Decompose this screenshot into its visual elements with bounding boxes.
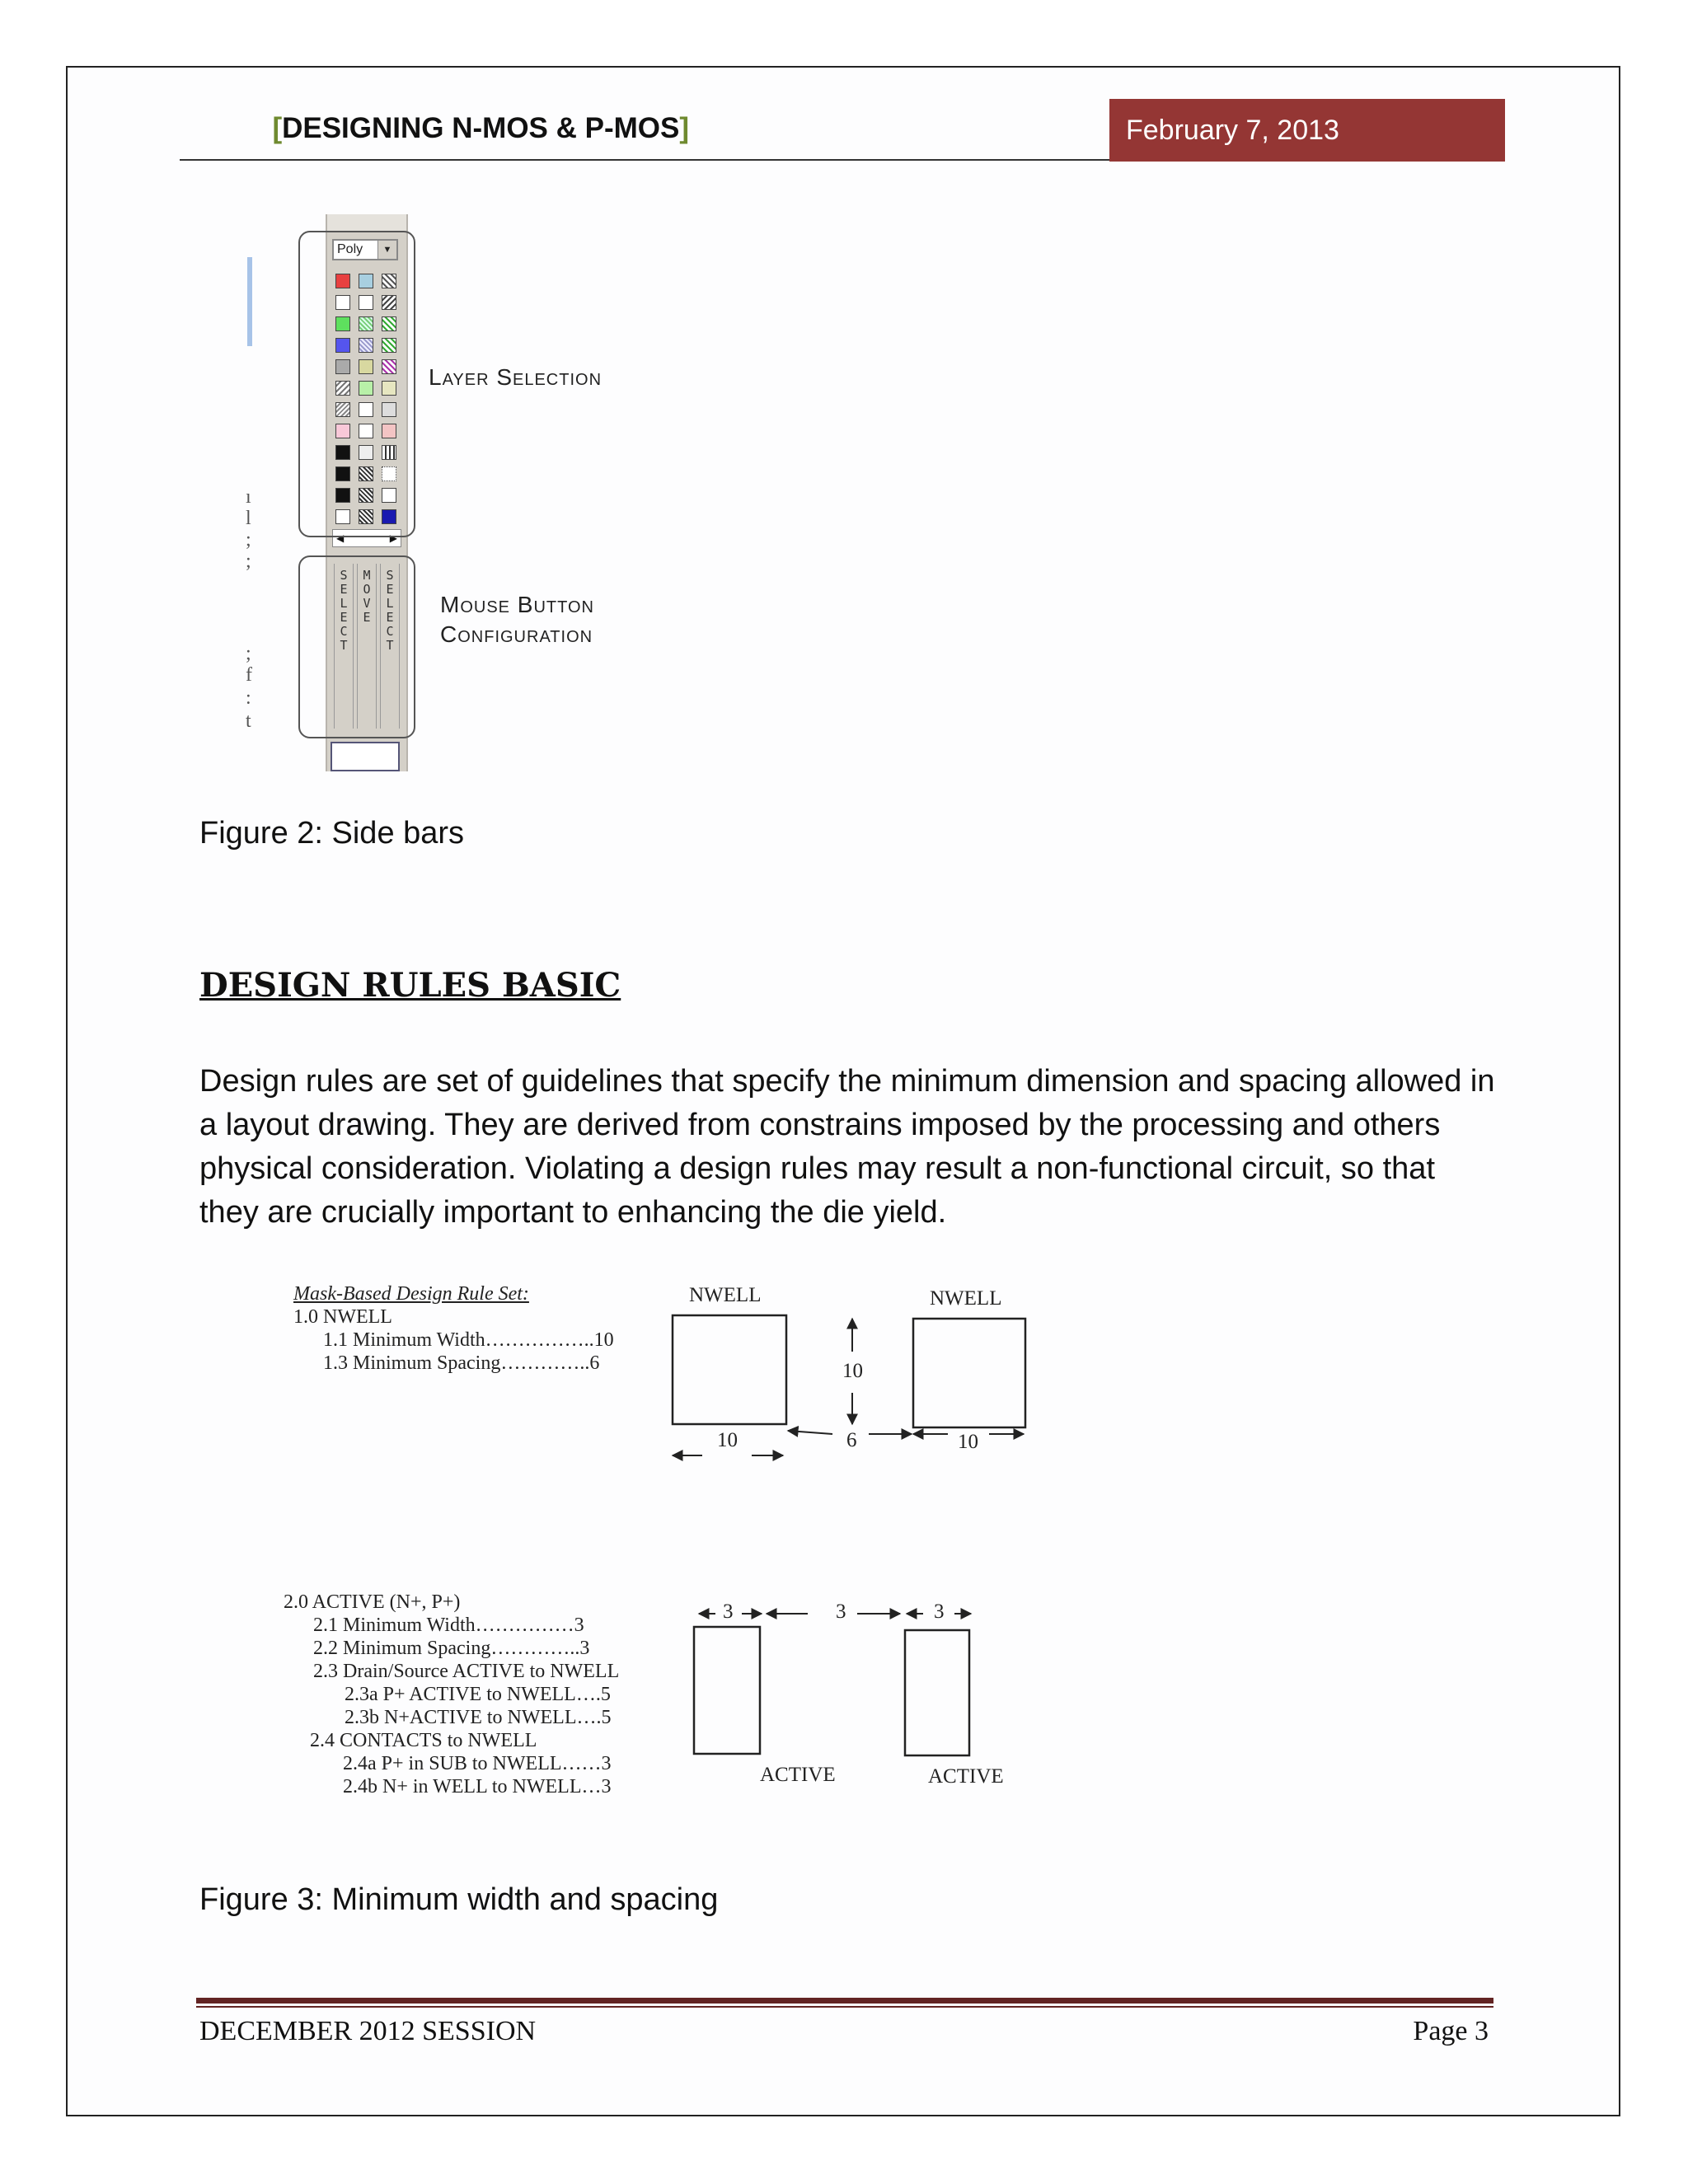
layer-selection-label: Layer Selection bbox=[429, 364, 603, 390]
nwell-right-width-value: 10 bbox=[958, 1431, 978, 1453]
cut-off-glyph: ı bbox=[246, 486, 251, 508]
cut-off-glyph: ; bbox=[246, 529, 251, 551]
active-rule: 2.4b N+ in WELL to NWELL…3 bbox=[343, 1776, 612, 1797]
cut-off-glyph: l bbox=[246, 508, 251, 529]
header-date: February 7, 2013 bbox=[1109, 99, 1505, 162]
active-rule: 2.3 Drain/Source ACTIVE to NWELL bbox=[313, 1661, 620, 1682]
active-label-left: ACTIVE bbox=[760, 1764, 836, 1786]
sidebar-titlebar bbox=[327, 214, 406, 231]
active-rule: 2.3a P+ ACTIVE to NWELL….5 bbox=[345, 1684, 611, 1705]
active-box-left bbox=[694, 1627, 760, 1754]
active-rule: 2.2 Minimum Spacing…………..3 bbox=[313, 1638, 590, 1659]
mouse-left-label: SELECT bbox=[340, 568, 348, 653]
active-spacing-value: 3 bbox=[836, 1601, 846, 1623]
mouse-button-label-line1: Mouse Button bbox=[440, 592, 594, 617]
nwell-rule: 1.1 Minimum Width……………..10 bbox=[323, 1329, 614, 1351]
document-title: DESIGNING N-MOS & P-MOS bbox=[282, 112, 680, 144]
bracket-open: [ bbox=[272, 112, 283, 144]
mouse-right-label: SELECT bbox=[386, 568, 394, 653]
footer-page-number: Page 3 bbox=[1413, 2016, 1489, 2046]
footer-rule-thin bbox=[196, 2006, 1493, 2008]
arrow-spacing-left bbox=[788, 1431, 832, 1434]
chevron-down-icon[interactable]: ▼ bbox=[377, 241, 396, 259]
active-rule: 2.4 CONTACTS to NWELL bbox=[310, 1730, 537, 1751]
nwell-rule: 1.3 Minimum Spacing…………..6 bbox=[323, 1352, 600, 1374]
active-right-width-value: 3 bbox=[934, 1601, 945, 1623]
active-rule: 2.4a P+ in SUB to NWELL……3 bbox=[343, 1753, 612, 1774]
scroll-right-icon[interactable]: ▶ bbox=[389, 532, 397, 544]
layer-dropdown-value: Poly bbox=[337, 242, 363, 256]
mouse-button-label-line2: Configuration bbox=[440, 621, 593, 647]
active-box-right bbox=[905, 1630, 969, 1755]
section-heading: DESIGN RULES BASIC bbox=[199, 966, 621, 1005]
footer-session: DECEMBER 2012 SESSION bbox=[199, 2016, 537, 2046]
cut-off-glyph: ; bbox=[246, 643, 251, 664]
cut-off-glyph: : bbox=[246, 687, 251, 709]
footer-rule-thick bbox=[196, 1998, 1493, 2004]
nwell-box-right bbox=[913, 1319, 1025, 1427]
mouse-middle-label: MOVE bbox=[363, 568, 371, 625]
cut-off-glyph: ; bbox=[246, 551, 251, 572]
rule-set-title-text: Mask-Based Design Rule Set: bbox=[293, 1283, 529, 1305]
nwell-spacing-value: 6 bbox=[846, 1429, 857, 1451]
bracket-close: ] bbox=[679, 112, 689, 144]
cut-off-glyph: f bbox=[246, 664, 252, 686]
active-rule: 2.0 ACTIVE (N+, P+) bbox=[284, 1591, 461, 1613]
nwell-box-left bbox=[673, 1315, 786, 1424]
nwell-width-value: 10 bbox=[717, 1429, 738, 1451]
active-rule: 2.1 Minimum Width……………3 bbox=[313, 1615, 584, 1636]
figure-2-sidebar bbox=[239, 214, 635, 771]
nwell-label-right: NWELL bbox=[930, 1287, 1002, 1310]
figure-3-design-rules bbox=[198, 1269, 1104, 1863]
figure-2-caption: Figure 2: Side bars bbox=[199, 816, 465, 851]
layer-selection-callout bbox=[298, 231, 415, 537]
header-rule bbox=[180, 159, 1109, 161]
header-title bbox=[272, 112, 689, 145]
mouse-button-callout bbox=[298, 555, 415, 738]
active-width-value: 3 bbox=[723, 1601, 734, 1623]
scroll-left-icon[interactable]: ◀ bbox=[336, 532, 345, 544]
section-body: Design rules are set of guidelines that specify the minimum dimension and spacing allowed in a layout drawing. They are derived from constrains imposed by the processing and others physical consideration. Violating a design rules may result a non-functional circuit, so that they are crucially important to enhancing the die yield. bbox=[199, 1064, 1495, 1230]
cut-off-glyph: t bbox=[246, 710, 251, 732]
figure-3-caption: Figure 3: Minimum width and spacing bbox=[199, 1882, 719, 1917]
cut-off-selection-strip bbox=[247, 257, 252, 346]
sidebar-preview-box bbox=[331, 742, 400, 771]
active-label-right: ACTIVE bbox=[928, 1765, 1004, 1788]
active-rule: 2.3b N+ACTIVE to NWELL….5 bbox=[345, 1707, 612, 1728]
nwell-height-value: 10 bbox=[842, 1360, 863, 1382]
nwell-label-left: NWELL bbox=[689, 1284, 762, 1306]
nwell-rule: 1.0 NWELL bbox=[293, 1306, 392, 1328]
